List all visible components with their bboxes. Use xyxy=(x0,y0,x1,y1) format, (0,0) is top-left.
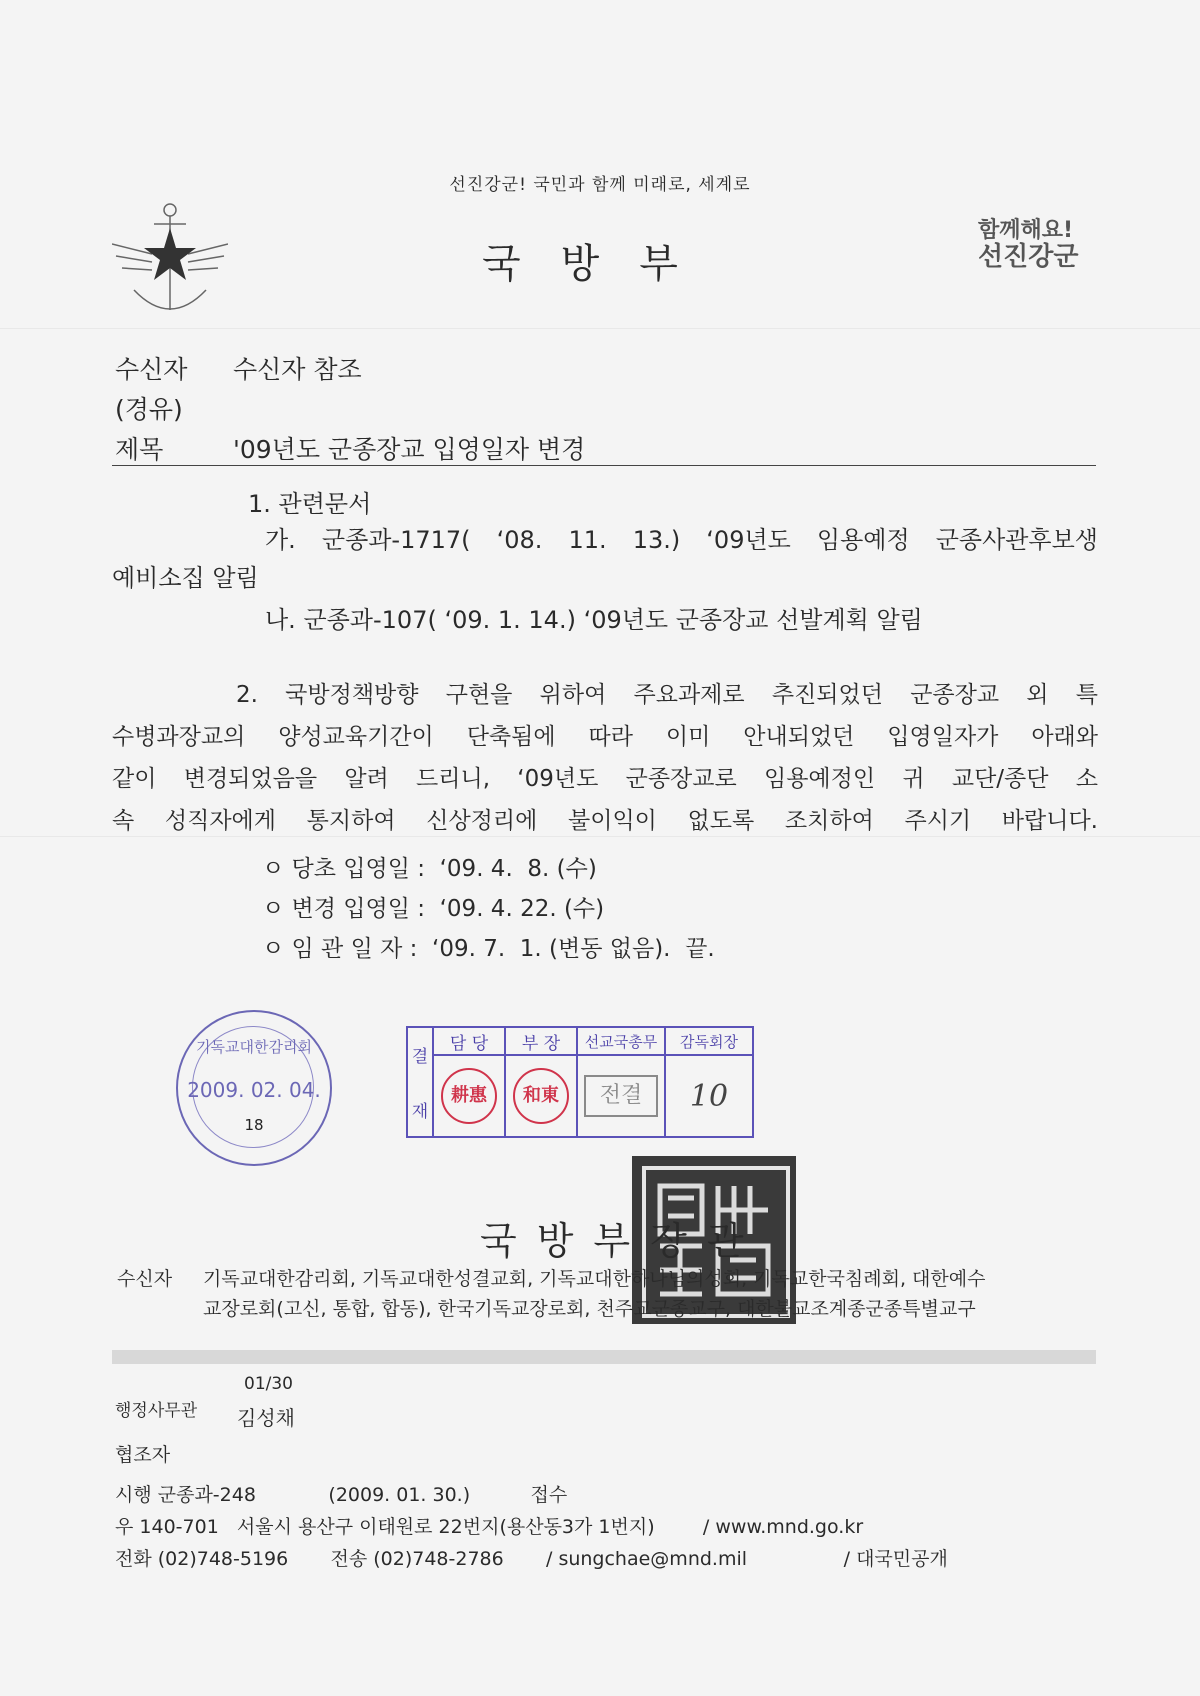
approval-cell xyxy=(433,1055,505,1137)
approval-table xyxy=(406,1026,754,1138)
address-line: 우 140-701 서울시 용산구 이태원로 22번지(용산동3가 1번지) / www.mnd.go.kr xyxy=(115,1516,864,1538)
admin-date: 01/30 xyxy=(244,1374,293,1394)
recipients-line: 교장로회(고신, 통합, 합동), 한국기독교장로회, 천주교군종교구, 대한불교조계종군종특별교구 xyxy=(203,1298,976,1320)
approval-side-top: 결 xyxy=(411,1047,429,1067)
item2-line2: 수병과장교의 양성교육기간이 단축됨에 따라 이미 안내되었던 입영일자가 아래와 xyxy=(112,724,1098,750)
item1-b: 나. 군종과-107( ‘09. 1. 14.) ‘09년도 군종장교 선발계획 알림 xyxy=(265,606,923,634)
slogan: 선진강군! 국민과 함께 미래로, 세계로 xyxy=(449,175,751,195)
subject-label: 제목 xyxy=(115,435,164,464)
list-item: ㅇ 임 관 일 자 : ‘09. 7. 1. (변동 없음). 끝. xyxy=(262,936,715,962)
item1-title: 1. 관련문서 xyxy=(248,490,372,518)
recipients-label: 수신자 xyxy=(117,1268,173,1290)
approval-side xyxy=(407,1027,433,1137)
approval-cell xyxy=(505,1055,577,1137)
enforce-line: 시행 군종과-248 (2009. 01. 30.) 접수 xyxy=(115,1484,568,1506)
recipients-line: 기독교대한감리회, 기독교대한성결교회, 기독교대한하나님의성회, 기독교한국침례회, 대한예수 xyxy=(203,1268,986,1290)
receipt-date-stamp xyxy=(176,1010,332,1166)
subject-value: '09년도 군종장교 입영일자 변경 xyxy=(233,435,586,464)
red-seal-1: 耕惠 xyxy=(441,1068,497,1124)
slogan-logo-line1: 함께해요! xyxy=(978,218,1074,243)
cooperator-label: 협조자 xyxy=(115,1444,171,1466)
approval-cell xyxy=(665,1055,753,1137)
recipient-value: 수신자 참조 xyxy=(233,355,362,384)
fold-line xyxy=(0,328,1200,330)
ministry-title: 국방부 xyxy=(482,241,718,287)
red-seal-2: 和東 xyxy=(513,1068,569,1124)
admin-label: 행정사무관 xyxy=(115,1401,198,1421)
slogan-logo-line2: 선진강군 xyxy=(978,242,1079,272)
phone-line: 전화 (02)748-5196 전송 (02)748-2786 / sungchae@mnd.mil / 대국민공개 xyxy=(115,1548,948,1570)
receipt-stamp-number: 18 xyxy=(244,1116,264,1134)
list-item: ㅇ 변경 입영일 : ‘09. 4. 22. (수) xyxy=(262,896,605,922)
via-label: (경유) xyxy=(115,395,183,424)
receipt-stamp-org: 기독교대한감리회 xyxy=(196,1038,312,1056)
signature: 10 xyxy=(689,1078,729,1114)
minister-signoff: 국방부장관 xyxy=(480,1219,764,1263)
divider-band xyxy=(112,1350,1096,1364)
list-item: ㅇ 당초 입영일 : ‘09. 4. 8. (수) xyxy=(262,856,597,882)
admin-name: 김성채 xyxy=(237,1406,295,1430)
item1-a-cont: 예비소집 알림 xyxy=(112,564,259,592)
approval-side-bottom: 재 xyxy=(411,1102,429,1122)
recipients-list xyxy=(203,1264,985,1324)
approval-header: 감독회장 xyxy=(665,1027,753,1055)
recipient-label: 수신자 xyxy=(115,355,188,384)
subject-divider xyxy=(112,465,1096,466)
item1-a: 가. 군종과-1717( ‘08. 11. 13.) ‘09년도 임용예정 군종사관후보생 xyxy=(265,526,1098,554)
item2-line4: 속 성직자에게 통지하여 신상정리에 불이익이 없도록 조치하여 주시기 바랍니다. xyxy=(112,808,1098,834)
receipt-stamp-date: 2009. 02. 04. xyxy=(187,1078,321,1102)
approval-header: 선교국총무 xyxy=(577,1027,665,1055)
item2-line3: 같이 변경되었음을 알려 드리니, ‘09년도 군종장교로 임용예정인 귀 교단/종단 소 xyxy=(112,766,1098,792)
delegated-approval-box: 전결 xyxy=(584,1075,658,1117)
approval-header: 부 장 xyxy=(505,1027,577,1055)
item2-line1: 2. 국방정책방향 구현을 위하여 주요과제로 추진되었던 군종장교 외 특 xyxy=(236,682,1098,708)
approval-cell xyxy=(577,1055,665,1137)
slogan-logo xyxy=(978,218,1078,270)
approval-header: 담 당 xyxy=(433,1027,505,1055)
